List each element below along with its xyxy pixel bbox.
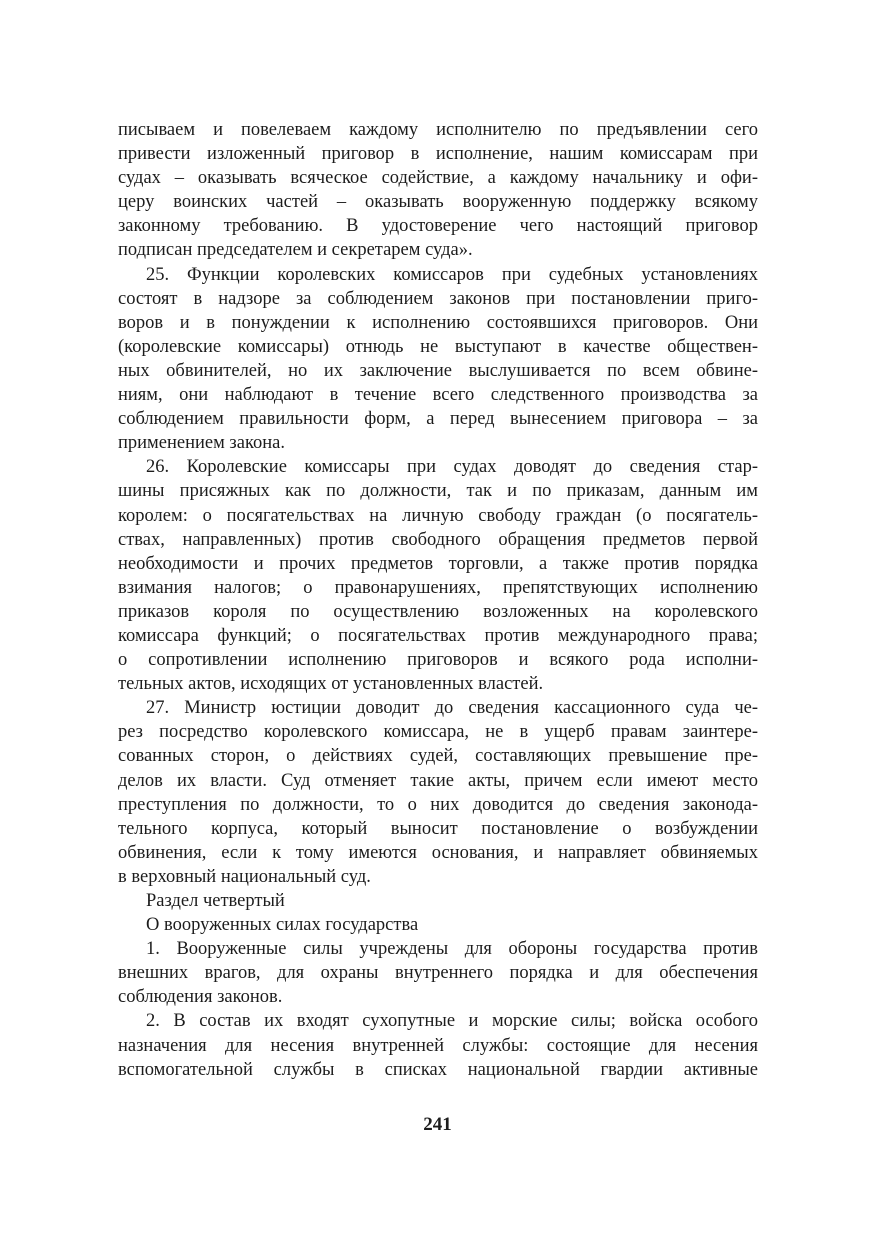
- text-line: приказов короля по осуществлению возложенных на королевского: [118, 601, 758, 622]
- text-line: тельного корпуса, который выносит постановление о возбуждении: [118, 818, 758, 839]
- paragraph-article-25: [118, 263, 758, 456]
- text-line: в верховный национальный суд.: [118, 866, 371, 887]
- text-line: взимания налогов; о правонарушениях, препятствующих исполнению: [118, 577, 758, 598]
- text-line: Раздел четвертый: [146, 891, 285, 911]
- text-line: сованных сторон, о действиях судей, составляющих превышение пре-: [118, 746, 758, 767]
- text-line: воров и в понуждении к исполнению состоявшихся приговоров. Они: [118, 312, 758, 333]
- text-line: 27. Министр юстиции доводит до сведения кассационного суда че-: [146, 698, 758, 719]
- paragraph-section4-article-2: [118, 1009, 758, 1081]
- text-line: шины присяжных как по должности, так и по приказам, данным им: [118, 481, 758, 502]
- text-line: судах – оказывать всяческое содействие, а каждому начальнику и офи-: [118, 168, 758, 189]
- text-line: соблюдением правильности форм, а перед вынесением приговора – за: [118, 409, 758, 430]
- paragraph-verdict-ending: [118, 118, 758, 263]
- text-line: писываем и повелеваем каждому исполнителю по предъявлении сего: [118, 120, 758, 140]
- text-line: вспомогательной службы в списках национальной гвардии активные: [118, 1059, 758, 1080]
- text-line: преступления по должности, то о них доводится до сведения законода-: [118, 794, 758, 815]
- paragraph-section4-article-1: [118, 937, 758, 1009]
- text-line: О вооруженных силах государства: [146, 915, 419, 936]
- text-line: ниям, они наблюдают в течение всего следственного производства за: [118, 385, 758, 406]
- text-line: назначения для несения внутренней службы: состоящие для несения: [118, 1035, 758, 1056]
- paragraph-article-27: [118, 696, 758, 889]
- text-line: рез посредство королевского комиссара, не в ущерб правам заинтере-: [118, 722, 758, 743]
- text-line: привести изложенный приговор в исполнение, нашим комиссарам при: [118, 144, 758, 165]
- text-line: 26. Королевские комиссары при судах доводят до сведения стар-: [146, 457, 758, 478]
- text-line: тельных актов, исходящих от установленных властей.: [118, 674, 544, 695]
- text-line: делов их власти. Суд отменяет такие акты, причем если имеют место: [118, 770, 758, 791]
- text-line: подписан председателем и секретарем суда».: [118, 240, 473, 261]
- text-line: состоят в надзоре за соблюдением законов при постановлении приго-: [118, 288, 758, 309]
- text-line: законному требованию. В удостоверение чего настоящий приговор: [118, 216, 758, 237]
- page-number: 241: [423, 1114, 452, 1135]
- text-line: 25. Функции королевских комиссаров при судебных установлениях: [146, 264, 758, 285]
- text-line: комиссара функций; о посягательствах против международного права;: [118, 625, 758, 646]
- text-line: 1. Вооруженные силы учреждены для обороны государства против: [146, 939, 758, 960]
- paragraph-article-26: [118, 455, 758, 696]
- text-line: внешних врагов, для охраны внутреннего порядка и для обеспечения: [118, 963, 758, 984]
- text-line: 2. В состав их входят сухопутные и морские силы; войска особого: [146, 1011, 758, 1032]
- text-line: королем: о посягательствах на личную свободу граждан (о посягатель-: [118, 505, 758, 526]
- text-line: церу воинских частей – оказывать вооруженную поддержку всякому: [118, 192, 758, 213]
- text-line: применением закона.: [118, 433, 285, 454]
- section-heading: [118, 889, 758, 913]
- text-line: необходимости и прочих предметов торговли, а также против порядка: [118, 553, 758, 574]
- text-line: обвинения, если к тому имеются основания, и направляет обвиняемых: [118, 842, 758, 863]
- text-line: о сопротивлении исполнению приговоров и всякого рода исполни-: [118, 650, 758, 671]
- body-text: [118, 118, 758, 1082]
- text-line: ствах, направленных) против свободного обращения предметов первой: [118, 529, 758, 550]
- text-line: (королевские комиссары) отнюдь не выступают в качестве обществен-: [118, 336, 758, 357]
- section-subheading: [118, 913, 758, 937]
- text-line: ных обвинителей, но их заключение выслушивается по всем обвине-: [118, 360, 758, 381]
- text-line: соблюдения законов.: [118, 987, 283, 1008]
